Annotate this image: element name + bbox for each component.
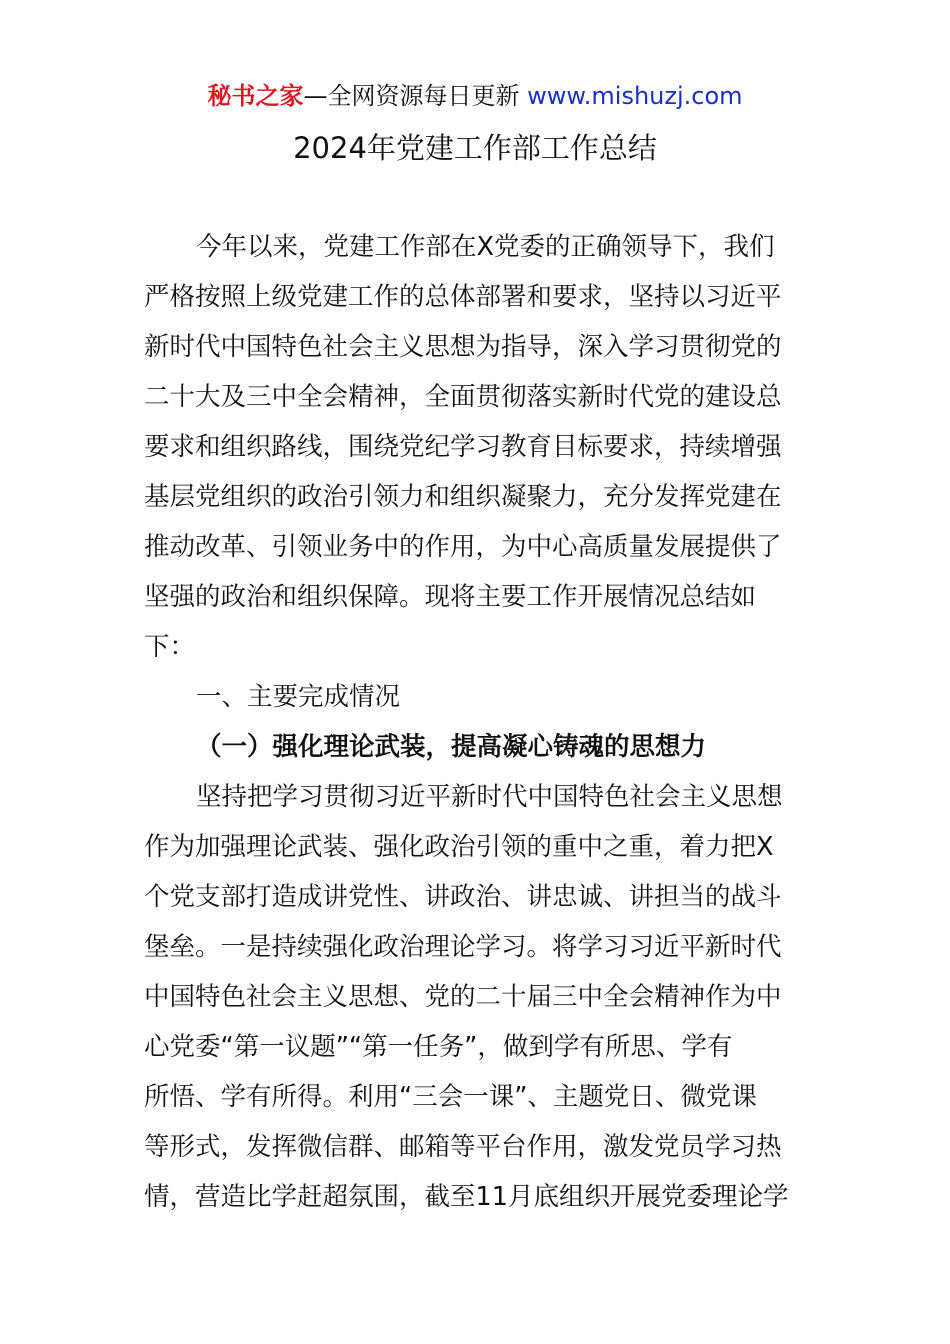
intro-line: 今年以来，党建工作部在X党委的正确领导下，我们 <box>196 232 775 262</box>
document-title: 2024年党建工作部工作总结 <box>293 131 657 165</box>
body-line: 坚持把学习贯彻习近平新时代中国特色社会主义思想 <box>196 782 783 812</box>
site-header <box>0 80 950 112</box>
body-line: 等形式，发挥微信群、邮箱等平台作用，激发党员学习热 <box>144 1132 782 1162</box>
body-line: 情，营造比学赶超氛围，截至11月底组织开展党委理论学 <box>144 1182 789 1212</box>
subsection-heading: （一）强化理论武装，提高凝心铸魂的思想力 <box>196 732 707 762</box>
section-heading: 一、主要完成情况 <box>196 682 401 712</box>
intro-line: 要求和组织路线，围绕党纪学习教育目标要求，持续增强 <box>144 432 782 462</box>
body-line: 堡垒。一是持续强化政治理论学习。将学习习近平新时代 <box>144 932 782 962</box>
body-line: 作为加强理论武装、强化政治引领的重中之重，着力把X <box>144 832 774 862</box>
intro-line: 严格按照上级党建工作的总体部署和要求，坚持以习近平 <box>144 282 782 312</box>
body-line: 中国特色社会主义思想、党的二十届三中全会精神作为中 <box>144 982 782 1012</box>
site-tagline: —全网资源每日更新 <box>303 82 520 110</box>
site-url-link[interactable]: www.mishuzj.com <box>527 82 743 110</box>
body-line: 所悟、学有所得。利用“三会一课”、主题党日、微党课 <box>144 1082 757 1112</box>
document-body <box>144 222 810 1222</box>
intro-line: 下： <box>144 632 196 662</box>
intro-line: 二十大及三中全会精神，全面贯彻落实新时代党的建设总 <box>144 382 782 412</box>
intro-line: 新时代中国特色社会主义思想为指导，深入学习贯彻党的 <box>144 332 782 362</box>
site-brand: 秘书之家 <box>207 82 304 110</box>
intro-line: 坚强的政治和组织保障。现将主要工作开展情况总结如 <box>144 582 757 612</box>
intro-line: 基层党组织的政治引领力和组织凝聚力，充分发挥党建在 <box>144 482 782 512</box>
body-line: 心党委“第一议题”“第一任务”，做到学有所思、学有 <box>144 1032 733 1062</box>
body-line: 个党支部打造成讲党性、讲政治、讲忠诚、讲担当的战斗 <box>144 882 782 912</box>
intro-line: 推动改革、引领业务中的作用，为中心高质量发展提供了 <box>144 532 782 562</box>
